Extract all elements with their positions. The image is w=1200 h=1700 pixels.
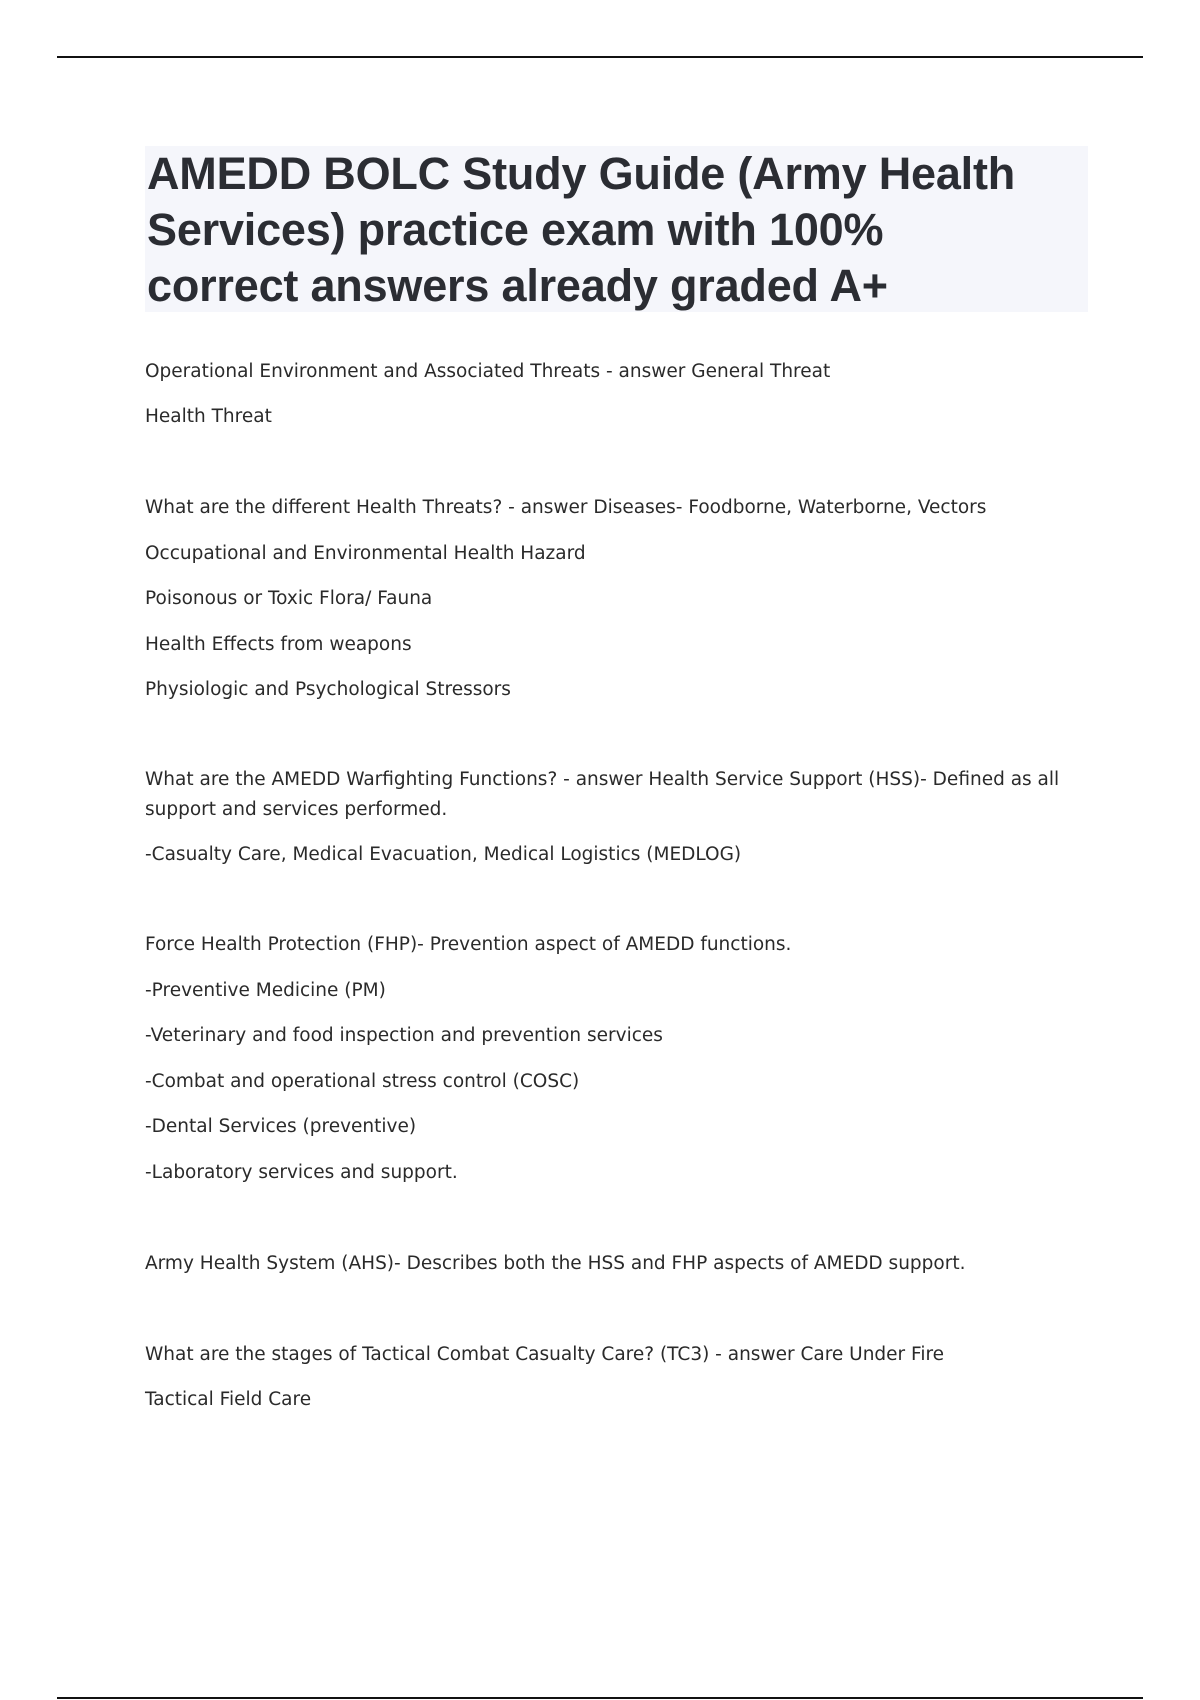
qa-line: Occupational and Environmental Health Hazard (145, 543, 586, 564)
qa-line: What are the AMEDD Warfighting Functions? - answer Health Service Support (HSS)- Defined as all (145, 769, 1060, 790)
title-line: Services) practice exam with 100% (147, 204, 884, 255)
qa-line: -Veterinary and food inspection and prevention services (145, 1025, 663, 1046)
qa-line: support and services performed. (145, 799, 448, 820)
qa-line: Operational Environment and Associated Threats - answer General Threat (145, 361, 831, 382)
qa-line: -Casualty Care, Medical Evacuation, Medical Logistics (MEDLOG) (145, 844, 742, 865)
qa-line: What are the different Health Threats? - answer Diseases- Foodborne, Waterborne, Vectors (145, 497, 987, 518)
qa-line: Army Health System (AHS)- Describes both the HSS and FHP aspects of AMEDD support. (145, 1253, 966, 1274)
qa-line: Health Effects from weapons (145, 634, 412, 655)
qa-line: -Dental Services (preventive) (145, 1116, 417, 1137)
qa-line: -Laboratory services and support. (145, 1162, 458, 1183)
page-title (145, 146, 1088, 314)
qa-line: Tactical Field Care (145, 1389, 312, 1410)
qa-line: Force Health Protection (FHP)- Prevention aspect of AMEDD functions. (145, 934, 792, 955)
qa-line: -Preventive Medicine (PM) (145, 980, 386, 1001)
title-block (145, 146, 1088, 312)
qa-line: Poisonous or Toxic Flora/ Fauna (145, 588, 433, 609)
qa-line: Physiologic and Psychological Stressors (145, 679, 511, 700)
bottom-rule (57, 1697, 1143, 1699)
qa-line: -Combat and operational stress control (COSC) (145, 1071, 580, 1092)
title-line: AMEDD BOLC Study Guide (Army Health (147, 148, 1016, 199)
title-line: correct answers already graded A+ (147, 260, 888, 311)
qa-line: What are the stages of Tactical Combat Casualty Care? (TC3) - answer Care Under Fire (145, 1344, 945, 1365)
qa-line: Health Threat (145, 406, 272, 427)
top-rule (57, 56, 1143, 58)
